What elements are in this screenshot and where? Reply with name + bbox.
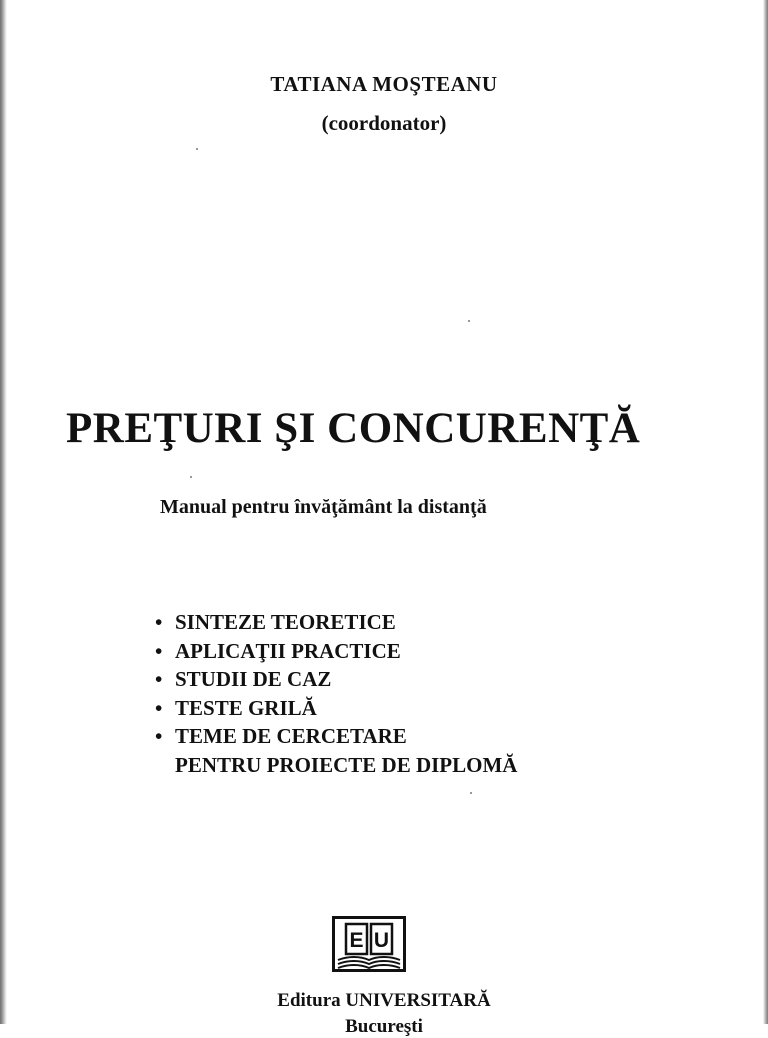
- feature-item: [155, 608, 517, 637]
- logo-letter-u: U: [373, 929, 390, 952]
- scan-speck: [470, 792, 472, 794]
- feature-label: TEME DE CERCETARE: [175, 724, 407, 748]
- publisher-city: Bucureşti: [345, 1016, 423, 1037]
- feature-item: [155, 665, 517, 694]
- feature-label: APLICAŢII PRACTICE: [175, 638, 401, 663]
- scan-shadow-right: [763, 0, 768, 1024]
- bullet-icon: •: [155, 638, 163, 663]
- author-name: TATIANA MOŞTEANU: [270, 72, 498, 96]
- feature-label: TESTE GRILĂ: [175, 695, 317, 720]
- scan-speck: [468, 320, 470, 322]
- bullet-icon: •: [155, 724, 163, 748]
- publisher-name: Editura UNIVERSITARĂ: [277, 990, 491, 1011]
- logo-letter-e: E: [349, 929, 364, 952]
- author-role: (coordonator): [321, 111, 447, 135]
- book-title: PREŢURI ŞI CONCURENŢĂ: [66, 405, 641, 452]
- feature-list: [155, 608, 517, 779]
- scan-speck: [196, 148, 198, 150]
- scan-speck: [190, 476, 192, 478]
- publisher-logo-open-book-icon: [332, 916, 406, 972]
- book-subtitle: Manual pentru învăţământ la distanţă: [160, 496, 487, 518]
- feature-continuation: PENTRU PROIECTE DE DIPLOMĂ: [175, 752, 518, 777]
- bullet-icon: •: [155, 667, 163, 691]
- feature-label: SINTEZE TEORETICE: [175, 610, 396, 634]
- bullet-icon: •: [155, 695, 163, 720]
- bullet-icon: •: [155, 610, 163, 634]
- scan-shadow-left: [0, 0, 7, 1024]
- feature-item: [155, 722, 517, 751]
- feature-label: STUDII DE CAZ: [175, 667, 332, 691]
- feature-item: [155, 694, 517, 723]
- feature-item: [155, 637, 517, 666]
